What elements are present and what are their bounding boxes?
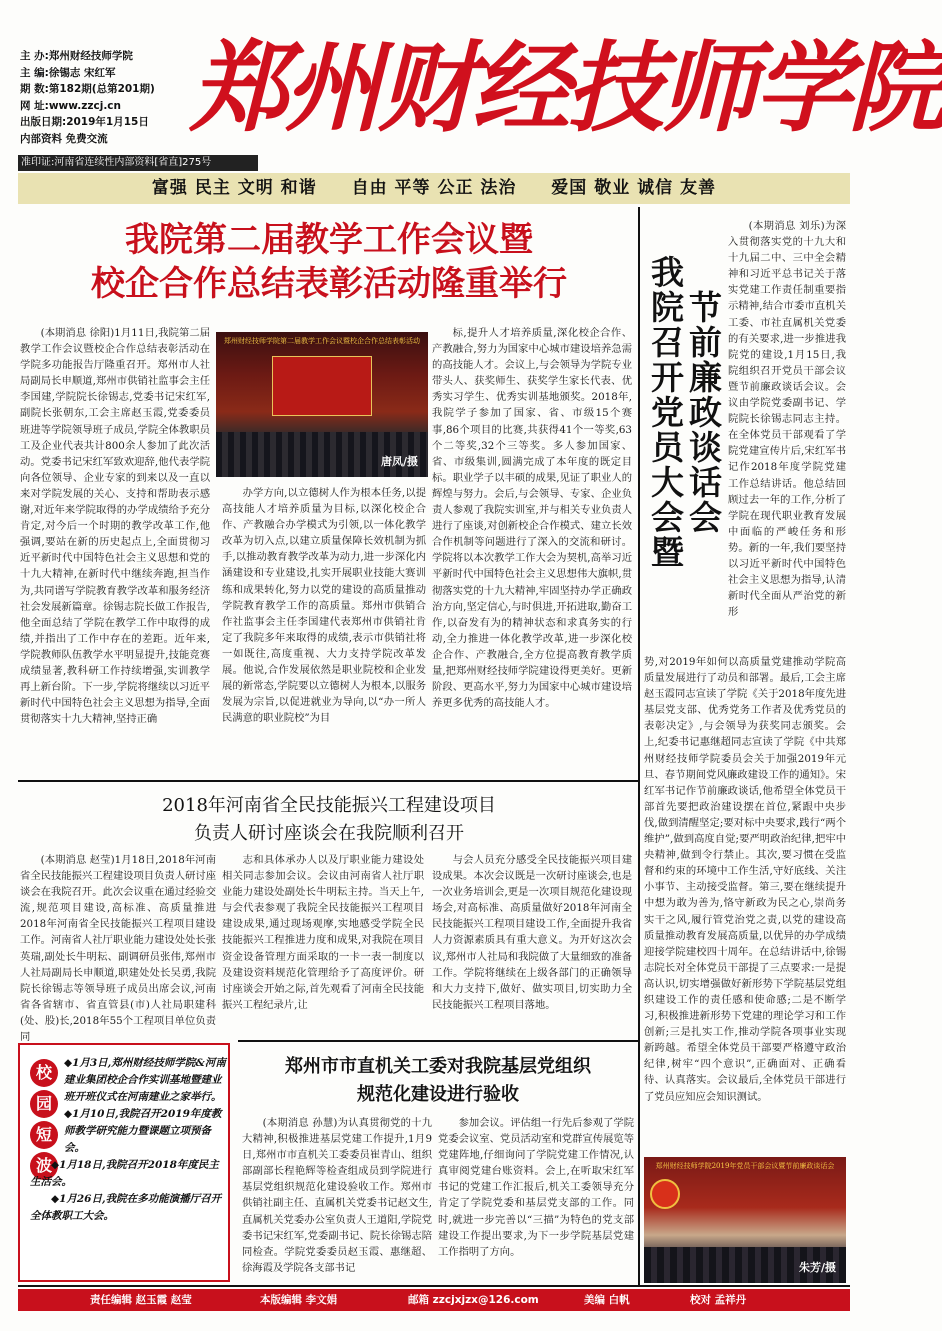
- headline-line: 规范化建设进行验收: [357, 1084, 519, 1105]
- masthead-info: [20, 48, 195, 147]
- article1-col2: [222, 485, 426, 773]
- article1-photo: [216, 332, 428, 477]
- footer-email: 邮箱 zzcjxjzx@126.com: [408, 1294, 539, 1306]
- info-line: 网 址:www.zzcj.cn: [20, 99, 122, 112]
- article3-col1: [242, 1115, 432, 1283]
- info-line: 期 数:第182期(总第201期): [20, 83, 155, 95]
- article2-col3: [432, 852, 632, 1034]
- info-line: 主 办:郑州财经技师学院: [20, 50, 133, 62]
- article-paragraph: 标,提升人才培养质量,深化校企合作、产教融合,努力为国家中心城市建设培养急需的高技能人才。会议上,与会领导为学院专业带头人、获奖师生、获奖学生家长代表、优秀实习学生、优秀实训基地颁奖。2018年,我院学子参加了国家、省、市级15个赛事,86个项目的比赛,共获得41个一等奖,63个二等奖,32个三等奖。多人参加国家、省、市级集训,圆满完成了本年度的既定目标。职业学子以丰硕的成果,见证了职业人的辉煌与努力。会后,与会领导、专家、企业负责人参观了我院实训室,并与相关专业负责人进行了座谈,对创新校企合作模式、建立长效合作机制等问题进行了深入的交流和研讨。学院将以本次教学工作大会为契机,高举习近平新时代中国特色社会主义思想伟大旗帜,贯彻落实党的十九大精神,牢固坚持办学正确政治方向,坚定信心,与时俱进,开拓进取,勤奋工作,以奋发有为的精神状态和求真务实的行动,全力推进一体化教学改革,进一步深化校企合作、产教融合,全方位提高教育教学质量,把郑州财经技师学院建设得更美好。更新阶段、更高水平,努力为国家中心城市建设培养更多优秀的高技能人才。: [432, 327, 632, 710]
- badge-char: 园: [30, 1090, 58, 1118]
- news-item: ◆1月10日,我院召开2019年度教师教学研究能力暨课题立项预备会。: [64, 1108, 222, 1154]
- article-paragraph: 志和具体承办人以及厅职业能力建设处相关同志参加会议。会议由河南省人社厅职业能力建设处副处长牛明耘主持。当天上午,与会代表参观了我院全民技能振兴工程项目建设成果,通过现场观摩,实地感受学院全民技能振兴工程推进力度和成果,对我院在项目资金设备管理方面采取的一卡一表一制度以及建设资料规范化管理给予了高度评价。研讨座谈会开始之际,首先观看了河南全民技能振兴工程纪录片,让: [222, 854, 424, 1011]
- campus-news-box: [18, 1043, 230, 1282]
- footer-design: 美编 白帆: [584, 1294, 630, 1306]
- article1-headline: [22, 218, 636, 306]
- headline-line: 2018年河南省全民技能振兴工程建设项目: [162, 795, 496, 816]
- news-item: ◆1月18日,我院召开2018年度民主生活会。: [30, 1159, 219, 1188]
- article1-col1: [20, 325, 210, 773]
- badge-char: 校: [30, 1059, 58, 1087]
- info-line: 出版日期:2019年1月15日: [20, 116, 149, 128]
- slogan: 爱国 敬业 诚信 友善: [551, 178, 717, 198]
- photo-caption: 朱芳/摄: [798, 1261, 836, 1274]
- news-item: ◆1月3日,郑州财经技师学院&河南建业集团校企合作实训基地暨建业班开班仪式在河南建业之家举行。: [64, 1057, 226, 1103]
- article3-headline: [240, 1053, 636, 1109]
- news-item: ◆1月26日,我院在多功能演播厅召开全体教职工大会。: [30, 1193, 222, 1222]
- article4-photo: [644, 1157, 846, 1283]
- photo-banner: 郑州财经技师学院2019年党员干部会议暨节前廉政谈话会: [655, 1162, 835, 1170]
- footer-proof: 校对 孟祥丹: [690, 1294, 747, 1306]
- article4-top-text: [728, 218, 846, 654]
- section-divider: [18, 1285, 850, 1287]
- slogan: 自由 平等 公正 法治: [351, 178, 517, 198]
- article-paragraph: 与会人员充分感受全民技能振兴项目建设成果。本次会议既是一次研讨座谈会,也是一次业务培训会,更是一次项目规范化建设现场会,对高标准、高质量做好2018年河南全民技能振兴工程项目建设工作,全面提升我省人力资源素质具有重大意义。为开好这次会议,郑州市人社局和我院做了大量细致的准备工作。学院将继续在上级各部门的正确领导和大力支持下,做好、做实项目,切实助力全民技能振兴工程项目落地。: [432, 854, 632, 1011]
- article1-col3: [432, 325, 632, 773]
- slogan: 富强 民主 文明 和谐: [151, 178, 317, 198]
- column-divider: [638, 207, 640, 1285]
- slogan-bar: [18, 173, 850, 204]
- footer-bar: [18, 1289, 850, 1311]
- headline-line: 郑州市市直机关工委对我院基层党组织: [285, 1056, 591, 1077]
- article-paragraph: 办学方向,以立德树人作为根本任务,以提高技能人才培养质量为目标,以深化校企合作、产教融合办学模式为引领,以一体化教学改革为切入点,以建立质量保障长效机制为抓手,以推动教育教学改革为动力,进一步深化内涵建设和专业建设,扎实开展职业技能大赛训练和成果转化,努力以党的建设的高质量推动学院教育教学工作的高质量。郑州市供销合作社监事会主任李国建代表郑州市供销社肯定了我院多年来取得的成绩,表示市供销社将一如既往,高度重视、大力支持学院改革发展。他说,合作发展依然是职业院校和企业发展的新常态,学院要以立德树人为根本,以服务发展为宗旨,以促进就业为导向,以“办一所人民满意的职业院校”为目: [222, 487, 426, 725]
- masthead-title: 郑州财经技师学院: [190, 31, 942, 146]
- article4-title-left: 我院召开党员大会暨: [646, 255, 685, 570]
- badge-char: 波: [30, 1152, 58, 1180]
- section-divider: [238, 1040, 638, 1042]
- footer-page-editor: 本版编辑 李文娟: [260, 1294, 338, 1306]
- headline-line: 校企合作总结表彰活动隆重举行: [91, 264, 567, 304]
- footer-editor: 责任编辑 赵玉霞 赵莹: [90, 1294, 192, 1306]
- photo-caption: 唐凤/摄: [380, 455, 418, 468]
- article2-col1: [20, 852, 216, 1044]
- headline-line: 负责人研讨座谈会在我院顺利召开: [194, 823, 464, 844]
- photo-banner: 郑州财经技师学院第二届教学工作会议暨校企合作总结表彰活动: [224, 337, 420, 345]
- badge-char: 短: [30, 1121, 58, 1149]
- photo-stage: [272, 356, 372, 416]
- campus-news-items: [30, 1055, 226, 1225]
- article-paragraph: (本期消息 赵莹)1月18日,2018年河南省全民技能振兴工程建设项目负责人研讨座谈会在我院召开。此次会议重在通过经验交流,规范项目建设,高标准、高质量推进2018年河南省全民技能振兴工程项目建设工作。河南省人社厅职业能力建设处处长张英瑞,副处长牛明耘、副调研员张伟,郑州市人社局副局长申顺道,职建处处长吴勇,我院院长徐锡志等领导班子成员出席会议,河南省各省辖市、省直管县(市)人社局职建科(处、股)长,2018年55个工程项目单位负责同: [20, 854, 216, 1044]
- article-paragraph: 势,对2019年如何以高质量党建推动学院高质量发展进行了动员和部署。最后,工会主席赵玉霞同志宣读了学院《关于2018年度先进基层党支部、优秀党务工作者及优秀党员的表彰决定》,与会领导为获奖同志颁奖。会上,纪委书记惠继超同志宣读了学院《中共郑州财经技师学院委员会关于加强2019年元旦、春节期间党风廉政建设工作的通知》。宋红军书记作节前廉政谈话,他希望全体党员干部首先要把政治建设摆在首位,紧跟中央步伐,做到清醒坚定;要对标中央要求,践行“两个维护”,做到高度自觉;要严明政治纪律,把牢中央精神,做到令行禁止。其次,要习惯在受监督和约束的环境中工作生活,守好底线、关注小事节、主动接受监督。第三,要在继续提升中想为敢为善为,恪守新政为民之心,崇尚务实干之风,履行管党治党之责,以党的建设高质量推动教育发展高质量,以优异的办学成绩迎接学院建校四十周年。在总结讲话中,徐锡志院长对全体党员干部提了三点要求:一是提高认识,切实增强做好新形势下学院基层党组织建设工作的责任感和使命感;二是不断学习,积极推进新形势下党建的理论学习和工作创新;三是扎实工作,推动学院各项事业实现新跨越。希望全体党员干部要严格遵守政治纪律,树牢“四个意识”,正确面对、正确看待、认真落实。会议最后,全体党员干部进行了党员应知应会知识测试。: [644, 656, 846, 1103]
- section-divider: [18, 780, 638, 782]
- headline-line: 我院第二届教学工作会议暨: [125, 220, 533, 260]
- article4-title-right: 节前廉政谈话会: [684, 290, 723, 535]
- article-paragraph: (本期消息 徐阳)1月11日,我院第二届教学工作会议暨校企合作总结表彰活动在学院多功能报告厅隆重召开。郑州市人社局副局长申顺道,郑州市供销社监事会主任李国建,学院院长徐锡志,党委书记宋红军,副院长张朝东,工会主席赵玉霞,党委委员班进等学院领导班子成员,学院全体教职员工及企业代表共计800余人参加了此次活动。党委书记宋红军致欢迎辞,他代表学院向各位领导、企业专家的到来以及一直以来对学院发展的关心、支持和帮助表示感谢,对近年来学院取得的办学成绩给予充分肯定,对今后一个时期的教学改革工作,他强调,要站在新的历史起点上,全面贯彻习近平新时代中国特色社会主义思想和党的十九大精神,在新时代中继续奔跑,担当作为,共同谱写学院教育教学改革和服务经济社会发展新篇章。徐锡志院长做工作报告,他全面总结了学院在教学工作中取得的成绩,并指出了工作中存在的差距。近年来,学院教师队伍教学水平明显提升,技能竞赛成绩显著,教科研工作持续增强,实训教学再上新台阶。下一步,学院将继续以习近平新时代中国特色社会主义思想为指导,全面贯彻落实十九大精神,坚持正确: [20, 327, 210, 726]
- cert-bar: 准印证:河南省连续性内部资料[省直]275号: [18, 155, 258, 171]
- info-line: 内部资料 免费交流: [20, 132, 108, 145]
- info-line: 主 编:徐锡志 宋红军: [20, 66, 116, 79]
- article4-bottom-text: [644, 654, 846, 1154]
- party-emblem-icon: [650, 1179, 680, 1209]
- article-paragraph: 参加会议。评估组一行先后参观了学院党委会议室、党员活动室和党群宣传展览等党建阵地,仔细询问了学院党建工作情况,认真审阅党建台账资料。会上,在听取宋红军书记的党建工作汇报后,机关工委领导充分肯定了学院党委和基层党支部的工作。同时,就进一步完善以“三描”为特色的党支部建设工作提出要求,为下一步学院基层党建工作指明了方向。: [438, 1117, 634, 1258]
- article3-col2: [438, 1115, 634, 1283]
- article-paragraph: (本期消息 刘乐)为深入贯彻落实党的十九大和十九届二中、三中全会精神和习近平总书记关于落实党建工作责任制重要指示精神,结合市委市直机关工委、市社直属机关党委的有关要求,进一步推进我院党的建设,1月15日,我院组织召开党员干部会议暨节前廉政谈话会议。会议由学院党委副书记、学院院长徐锡志同志主持。在全体党员干部观看了学院党建宣传片后,宋红军书记作2018年度学院党建工作总结讲话。他总结回顾过去一年的工作,分析了学院在现代职业教育发展中面临的严峻任务和形势。新的一年,我们要坚持以习近平新时代中国特色社会主义思想为指导,认清新时代全面从严治党的新形: [728, 220, 846, 619]
- article2-col2: [222, 852, 424, 1034]
- article2-headline: [22, 792, 636, 848]
- article-paragraph: (本期消息 孙慧)为认真贯彻党的十九大精神,积极推进基层党建工作提升,1月9日,郑州市市直机关工委委员崔青山、组织部副部长程艳辉等检查组成员到学院进行基层党组织规范化建设验收工作。郑州市供销社副主任、直属机关党委书记赵文生,直属机关党委办公室负责人王道阳,学院党委书记宋红军,党委副书记、院长徐锡志陪同检查。学院党委委员赵玉霞、惠继超、徐海霞及学院各支部书记: [242, 1117, 432, 1274]
